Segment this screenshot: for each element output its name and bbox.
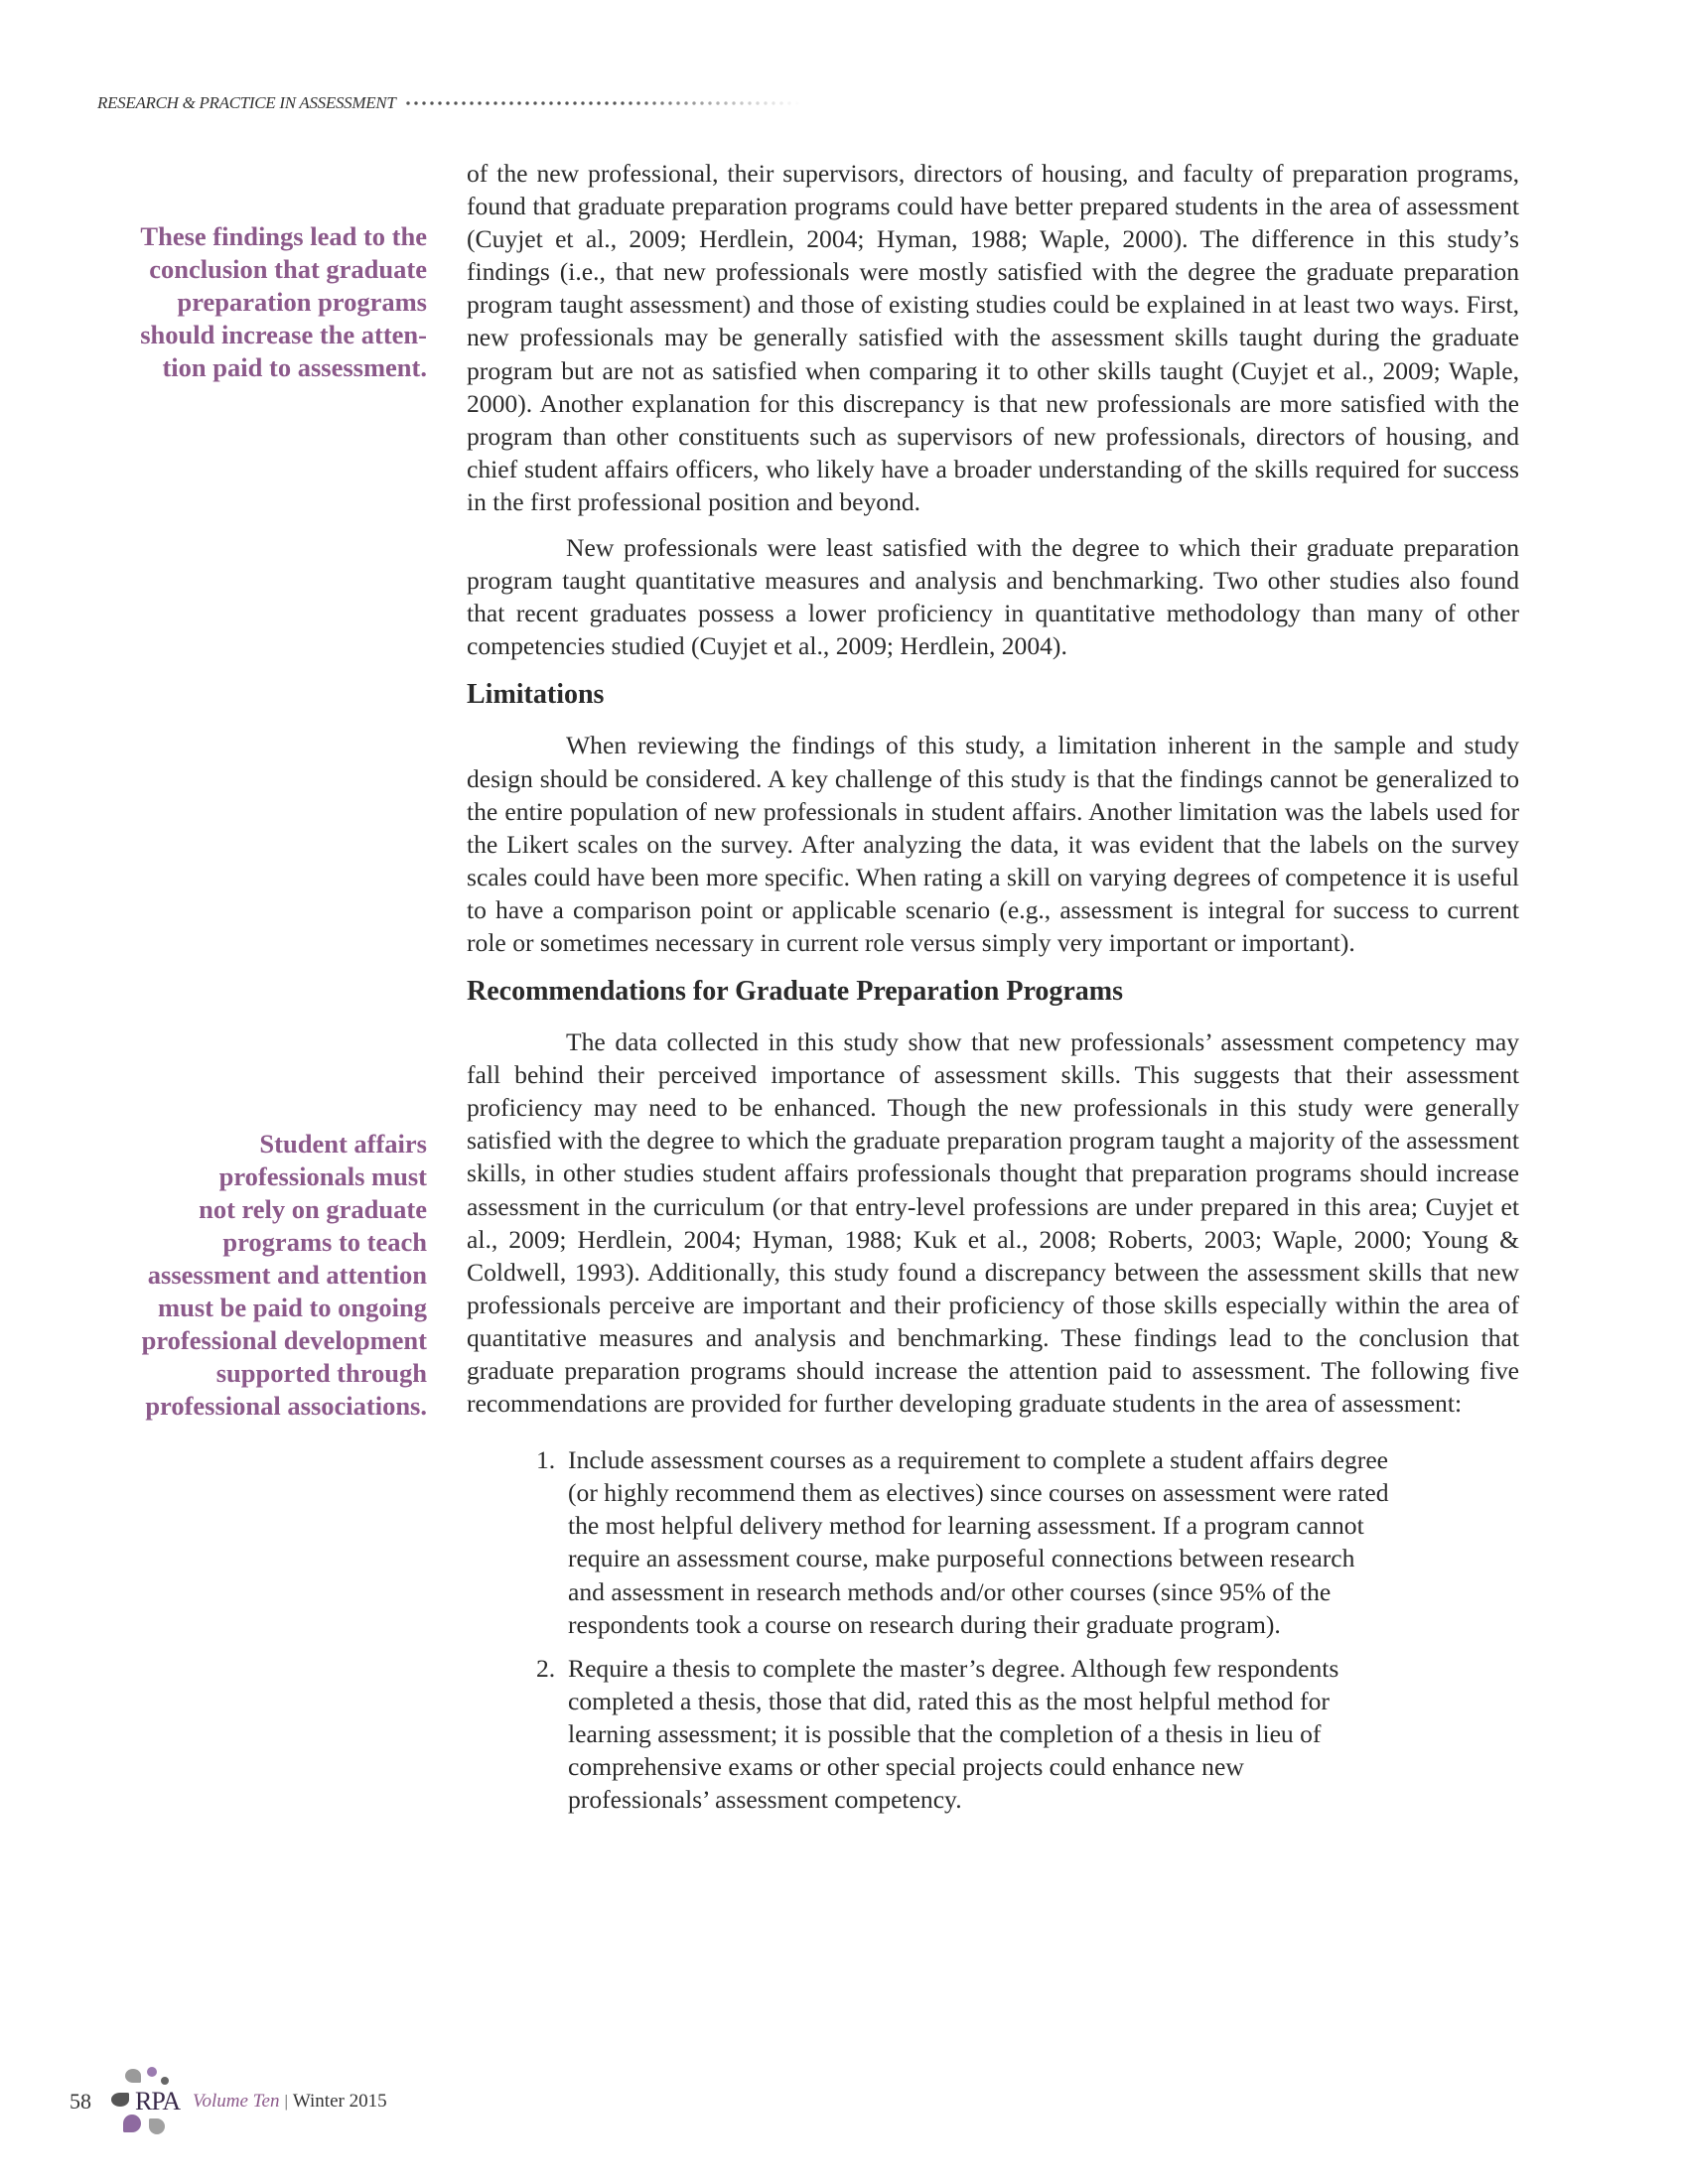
pull-quote-1 <box>89 220 427 384</box>
list-item <box>536 1652 1450 1816</box>
logo-text: RPA <box>135 2087 181 2116</box>
pull-quote-line: tion paid to assessment. <box>162 352 427 382</box>
logo-petal <box>147 2067 157 2077</box>
pull-quote-line: must be paid to ongoing <box>158 1293 427 1322</box>
issue-label: Winter 2015 <box>292 2091 387 2112</box>
main-column <box>467 157 1519 1827</box>
pull-quote-2 <box>89 1128 427 1423</box>
footer-separator: | <box>284 2092 288 2111</box>
section-heading-recommendations: Recommendations for Graduate Preparation Programs <box>467 976 1124 1008</box>
pull-quote-line: Student affairs <box>259 1129 427 1159</box>
pull-quote-line: professional associations. <box>145 1391 427 1421</box>
journal-title: RESEARCH & PRACTICE IN ASSESSMENT <box>97 93 396 112</box>
paragraph: New professionals were least satisfied with the degree to which their graduate preparation program taught quantitative measures and analysis and benchmarking. Two other studies also found that recent graduates possess a lower proficiency in quantitative methodology than many of other competencies studied (Cuyjet et al., 2009; Herdlein, 2004). <box>467 533 1519 661</box>
pull-quote-line: assessment and attention <box>147 1260 427 1290</box>
recommendations-list <box>467 1443 1450 1816</box>
paragraph-continued: of the new professional, their supervisors, directors of housing, and faculty of preparation programs, found that graduate preparation programs could have better prepared students in the area of assessment (Cuyjet et al., 2009; Herdlein, 2004; Hyman, 1988; Waple, 2000). The difference in this study’s findings (i.e., that new professionals were mostly satisfied with the degree the graduate preparation program taught assessment) and those of existing studies could be explained in at least two ways. First, new professionals may be generally satisfied with the assessment skills taught during the graduate program but are not as satisfied when comparing it to other skills taught (Cuyjet et al., 2009; Waple, 2000). Another explanation for this discrepancy is that new professionals are more satisfied with the program than other constituents such as supervisors of new professionals, directors of housing, and chief student affairs officers, who likely have a broader understanding of the skills required for success in the first professional position and beyond. <box>467 159 1519 516</box>
pull-quote-line: professionals must <box>218 1161 427 1191</box>
pull-quote-line: programs to teach <box>222 1227 427 1257</box>
page-footer <box>70 2067 387 2136</box>
section-heading-limitations: Limitations <box>467 679 605 711</box>
pull-quote-line: professional development <box>141 1325 427 1355</box>
dotted-rule <box>404 100 801 106</box>
rpa-petal-logo-icon <box>115 2067 185 2136</box>
running-header <box>97 91 801 115</box>
pull-quote-line: preparation programs <box>177 287 427 317</box>
list-text: Include assessment courses as a requirement to complete a student affairs degree (or highly recommend them as electives) since courses on assessment were rated the most helpful delivery method for learning assessment. If a program cannot require an assessment course, make purposeful connections between research and assessment in research methods and/or other courses (since 95% of the respondents took a course on research during their graduate program). <box>568 1445 1389 1639</box>
list-number: 1. <box>536 1445 556 1475</box>
paragraph: When reviewing the findings of this study, a limitation inherent in the sample and study design should be considered. A key challenge of this study is that the findings cannot be generalized to the entire population of new professionals in student affairs. Another limitation was the labels used for the Likert scales on the survey. After analyzing the data, it was evident that the labels on the survey scales could have been more specific. When rating a skill on varying degrees of competence it is useful to have a comparison point or applicable scenario (e.g., assessment is integral for success to current role or sometimes necessary in current role versus simply very important or important). <box>467 731 1519 957</box>
paragraph: The data collected in this study show that new professionals’ assessment competency may fall behind their perceived importance of assessment skills. This suggests that their assessment proficiency may need to be enhanced. Though the new professionals in this study were generally satisfied with the degree to which the graduate preparation program taught a majority of the assessment skills, in other studies student affairs professionals thought that preparation programs should increase assessment in the curriculum (or that entry-level professions are under prepared in this area; Cuyjet et al., 2009; Herdlein, 2004; Hyman, 1988; Kuk et al., 2008; Roberts, 2003; Waple, 2000; Young & Coldwell, 1993). Additionally, this study found a discrepancy between the assessment skills that new professionals perceive are important and their proficiency of those skills especially within the area of quantitative measures and analysis and benchmarking. These findings lead to the conclusion that graduate preparation programs should increase the attention paid to assessment. The following five recommendations are provided for further developing graduate students in the area of assessment: <box>467 1027 1519 1419</box>
volume-label: Volume Ten <box>193 2091 280 2112</box>
list-item <box>536 1443 1450 1641</box>
pull-quote-line: These findings lead to the <box>140 221 427 251</box>
logo-petal <box>111 2093 129 2107</box>
logo-petal <box>123 2115 141 2132</box>
logo-petal <box>161 2077 169 2085</box>
pull-quote-line: supported through <box>215 1358 427 1388</box>
list-number: 2. <box>536 1653 556 1683</box>
page-number: 58 <box>70 2089 91 2114</box>
pull-quote-line: conclusion that graduate <box>149 254 427 284</box>
logo-petal <box>149 2118 165 2134</box>
pull-quote-line: should increase the atten- <box>140 320 427 349</box>
logo-petal <box>125 2069 141 2083</box>
list-text: Require a thesis to complete the master’s degree. Although few respondents completed a thesis, those that did, rated this as the most helpful method for learning assessment; it is possible that the completion of a thesis in lieu of comprehensive exams or other special projects could enhance new professionals’ assessment competency. <box>568 1653 1339 1815</box>
pull-quote-line: not rely on graduate <box>199 1194 427 1224</box>
